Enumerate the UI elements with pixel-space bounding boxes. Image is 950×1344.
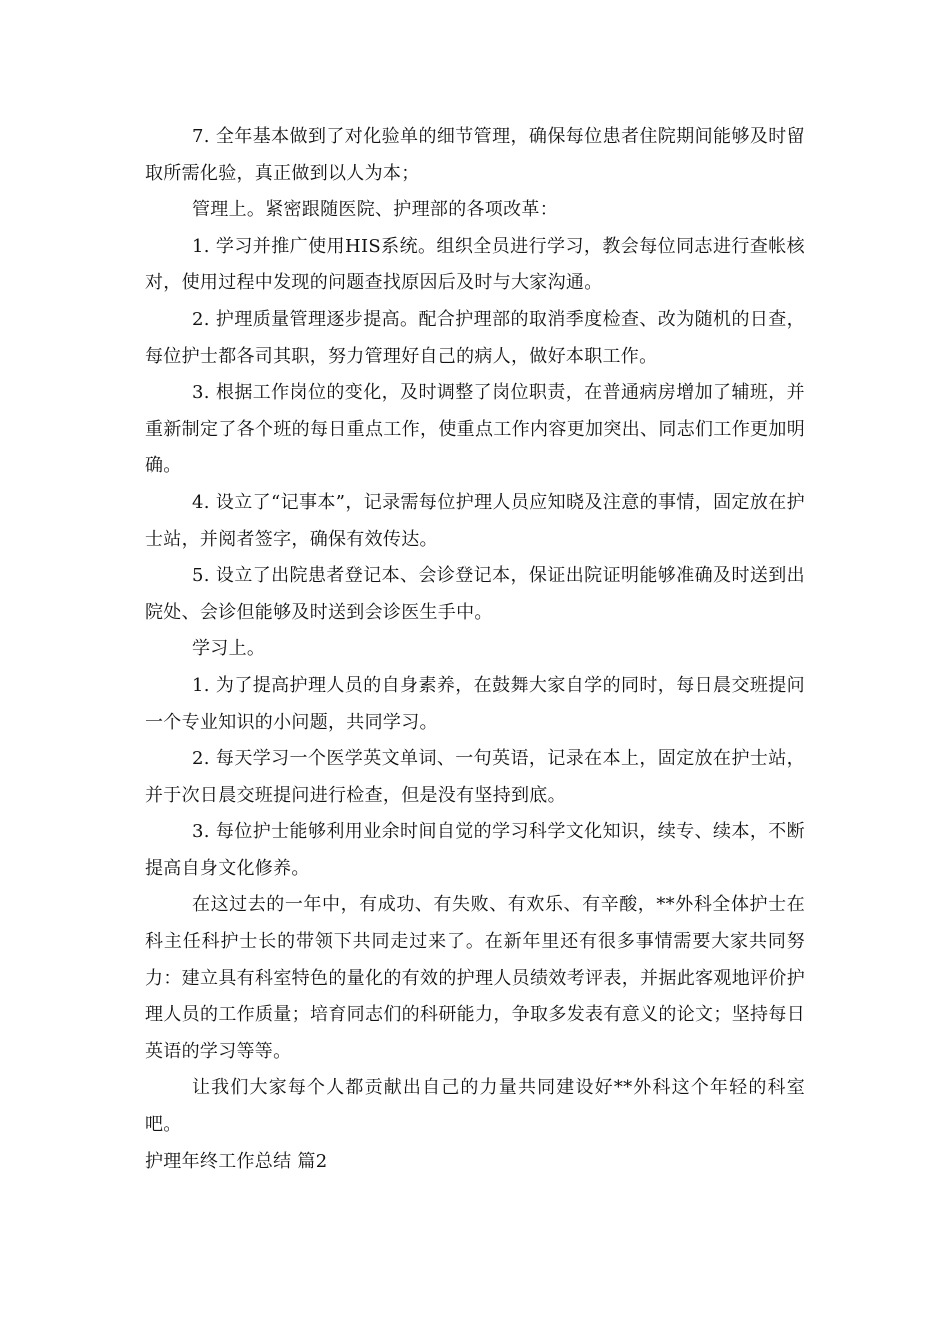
- paragraph-management-5: 5. 设立了出院患者登记本、会诊登记本，保证出院证明能够准确及时送到出院处、会诊但能够及时送到会诊医生手中。: [145, 565, 805, 623]
- paragraph-study-2: 2. 每天学习一个医学英文单词、一句英语，记录在本上，固定放在护士站，并于次日晨交班提问进行检查，但是没有坚持到底。: [145, 748, 805, 806]
- paragraph-summary: 在这过去的一年中，有成功、有失败、有欢乐、有辛酸，**外科全体护士在科主任科护士长的带领下共同走过来了。在新年里还有很多事情需要大家共同努力：建立具有科室特色的量化的有效的护理人员绩效考评表，并据此客观地评价护理人员的工作质量；培育同志们的科研能力，争取多发表有意义的论文；坚持每日英语的学习等等。: [145, 894, 805, 1062]
- paragraph-study-heading: 学习上。: [192, 638, 266, 660]
- paragraph-study-3: 3. 每位护士能够利用业余时间自觉的学习科学文化知识，续专、续本，不断提高自身文化修养。: [145, 821, 805, 879]
- paragraph-item-7: 7. 全年基本做到了对化验单的细节管理，确保每位患者住院期间能够及时留取所需化验，真正做到以人为本；: [145, 126, 805, 184]
- paragraph-closing: 让我们大家每个人都贡献出自己的力量共同建设好**外科这个年轻的科室吧。: [145, 1077, 805, 1136]
- paragraph-management-3: 3. 根据工作岗位的变化，及时调整了岗位职责，在普通病房增加了辅班，并重新制定了各个班的每日重点工作，使重点工作内容更加突出、同志们工作更加明确。: [145, 382, 805, 477]
- paragraph-management-1: 1. 学习并推广使用HIS系统。组织全员进行学习，教会每位同志进行查帐核对，使用过程中发现的问题查找原因后及时与大家沟通。: [145, 235, 805, 294]
- paragraph-management-4: 4. 设立了“记事本”，记录需每位护理人员应知晓及注意的事情，固定放在护士站，并阅者签字，确保有效传达。: [145, 491, 805, 550]
- paragraph-management-2: 2. 护理质量管理逐步提高。配合护理部的取消季度检查、改为随机的日查，每位护士都各司其职，努力管理好自己的病人，做好本职工作。: [145, 308, 805, 367]
- paragraph-management-heading: 管理上。紧密跟随医院、护理部的各项改革：: [192, 199, 558, 221]
- document-body: [145, 119, 805, 1180]
- section-heading: 护理年终工作总结 篇2: [145, 1150, 328, 1172]
- paragraph-study-1: 1. 为了提高护理人员的自身素养，在鼓舞大家自学的同时，每日晨交班提问一个专业知识的小问题，共同学习。: [145, 674, 805, 733]
